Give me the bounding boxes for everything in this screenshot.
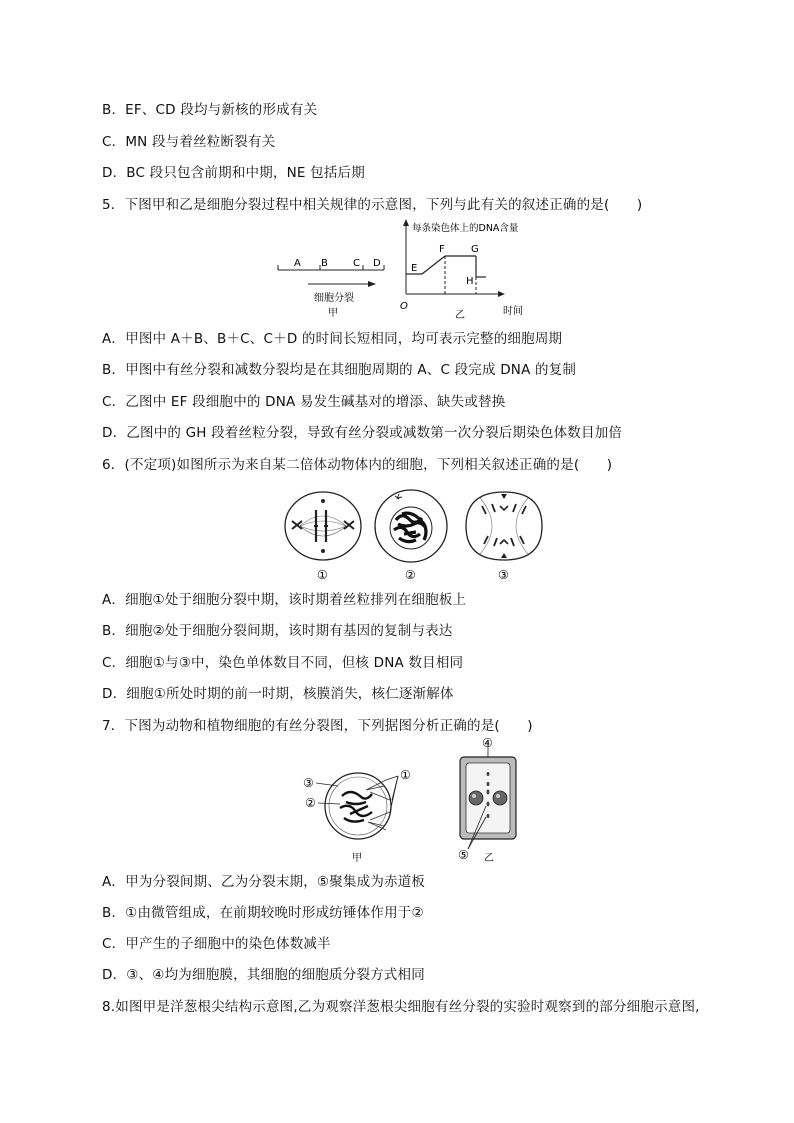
q5-option-c: C．乙图中 EF 段细胞中的 DNA 易发生碱基对的增添、缺失或替换 xyxy=(102,394,506,410)
cell-3-label: ③ xyxy=(498,568,509,582)
q6-figure xyxy=(278,488,548,584)
q7-option-c: C．甲产生的子细胞中的染色体数减半 xyxy=(102,936,331,952)
jia-label-1: ① xyxy=(400,768,411,782)
cell-1-label: ① xyxy=(317,568,328,582)
q6-option-b: B．细胞②处于细胞分裂间期，该时期有基因的复制与表达 xyxy=(102,623,453,639)
q7-figure-yi xyxy=(448,737,528,867)
yi-label-4: ④ xyxy=(482,737,493,750)
cell-3-illustration xyxy=(466,492,542,582)
jia-label-3: ③ xyxy=(303,776,314,790)
yi-xlabel: 时间 xyxy=(503,306,523,317)
jia-label-2: ② xyxy=(305,796,316,810)
jia-point-a: A xyxy=(294,258,301,269)
q4-option-c: C．MN 段与着丝粒断裂有关 xyxy=(102,134,276,150)
q4-option-b: B．EF、CD 段均与新核的形成有关 xyxy=(102,102,318,118)
yi-ylabel: 每条染色体上的DNA含量 xyxy=(412,223,519,234)
q5-figure-yi xyxy=(396,218,566,324)
yi-point-f: F xyxy=(439,244,445,255)
q6-stem: 6．(不定项)如图所示为来自某二倍体动物体内的细胞，下列相关叙述正确的是( ) xyxy=(102,457,613,473)
q8-stem: 8.如图甲是洋葱根尖结构示意图,乙为观察洋葱根尖细胞有丝分裂的实验时观察到的部分细胞示意图, xyxy=(102,999,700,1015)
q5-option-d: D．乙图中的 GH 段着丝粒分裂，导致有丝分裂或减数第一次分裂后期染色体数目加倍 xyxy=(102,425,623,441)
yi-label-5: ⑤ xyxy=(458,848,469,862)
q7-option-b: B．①由微管组成，在前期较晚时形成纺锤体作用于② xyxy=(102,905,424,921)
q5-option-a: A．甲图中 A＋B、B＋C、C＋D 的时间长短相同，均可表示完整的细胞周期 xyxy=(102,331,563,347)
jia-caption: 甲 xyxy=(352,853,362,864)
q7-figure-jia xyxy=(300,766,422,866)
q6-option-d: D．细胞①所处时期的前一时期，核膜消失，核仁逐渐解体 xyxy=(102,686,454,702)
q7-option-d: D．③、④均为细胞膜，其细胞的细胞质分裂方式相同 xyxy=(102,967,425,983)
yi-caption: 乙 xyxy=(455,310,465,321)
yi-point-e: E xyxy=(411,263,418,274)
q5-stem: 5．下图甲和乙是细胞分裂过程中相关规律的示意图，下列与此有关的叙述正确的是( ) xyxy=(102,197,643,213)
cell-2-illustration xyxy=(375,490,447,582)
jia-point-c: C xyxy=(353,258,360,269)
jia-arrow-label: 细胞分裂 xyxy=(314,293,354,304)
q6-option-c: C．细胞①与③中，染色单体数目不同，但核 DNA 数目相同 xyxy=(102,655,464,671)
q7-stem: 7．下图为动物和植物细胞的有丝分裂图，下列据图分析正确的是( ) xyxy=(102,718,533,734)
q5-figure-jia xyxy=(272,250,392,320)
jia-caption: 甲 xyxy=(328,308,338,319)
yi-caption: 乙 xyxy=(484,853,494,864)
cell-2-label: ② xyxy=(405,568,416,582)
q4-option-d: D．BC 段只包含前期和中期，NE 包括后期 xyxy=(102,165,365,181)
q5-option-b: B．甲图中有丝分裂和减数分裂均是在其细胞周期的 A、C 段完成 DNA 的复制 xyxy=(102,362,577,378)
q6-option-a: A．细胞①处于细胞分裂中期，该时期着丝粒排列在细胞板上 xyxy=(102,592,467,608)
jia-point-b: B xyxy=(321,258,328,269)
yi-point-h: H xyxy=(466,276,474,287)
yi-origin: O xyxy=(400,301,408,312)
q7-option-a: A．甲为分裂间期、乙为分裂末期，⑤聚集成为赤道板 xyxy=(102,874,426,890)
yi-point-g: G xyxy=(471,244,479,255)
jia-point-d: D xyxy=(373,258,381,269)
cell-1-illustration xyxy=(285,492,361,582)
